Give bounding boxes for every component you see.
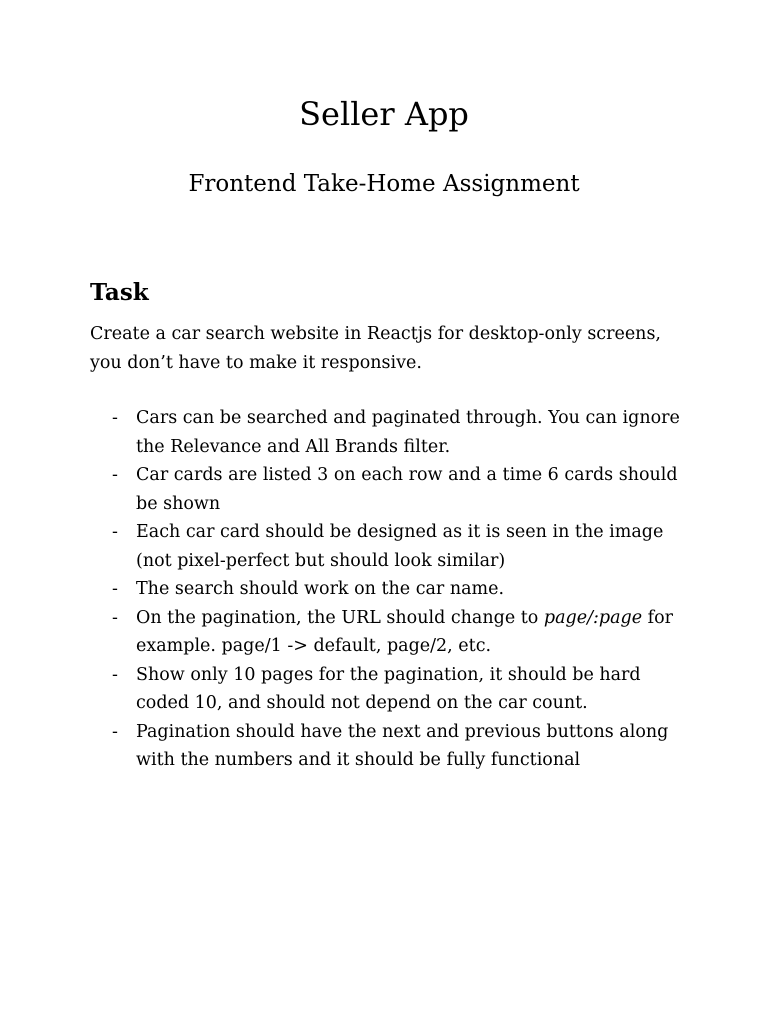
task-text: Pagination should have the next and previous buttons along with the numbers and it should be fully functional: [136, 721, 669, 770]
task-item: [90, 461, 690, 518]
task-item: [90, 518, 690, 575]
intro-paragraph: Create a car search website in Reactjs for desktop-only screens, you don’t have to make it responsive.: [90, 324, 661, 373]
bullet-dash: -: [112, 607, 118, 628]
bullet-dash: -: [112, 664, 118, 685]
task-text-part: On the pagination, the URL should change to: [136, 607, 544, 628]
task-text: The search should work on the car name.: [136, 579, 505, 599]
task-text: [136, 608, 673, 657]
task-item: [90, 575, 690, 604]
bullet-dash: -: [112, 522, 118, 542]
task-text: Show only 10 pages for the pagination, it should be hard coded 10, and should not depend on the car count.: [136, 664, 641, 713]
url-pattern-italic: page/:page: [543, 607, 643, 628]
task-text: Each car card should be designed as it is seen in the image (not pixel-perfect but should look similar): [136, 522, 664, 571]
bullet-dash: -: [112, 721, 118, 742]
bullet-dash: -: [112, 408, 118, 428]
task-text: Cars can be searched and paginated through. You can ignore the Relevance and All Brands filter.: [136, 408, 680, 457]
task-text-part: for example. page/1 -> default, page/2, etc.: [136, 607, 674, 656]
bullet-dash: -: [112, 579, 118, 599]
task-list: [90, 404, 690, 775]
task-item: [90, 718, 690, 775]
document-subtitle: Frontend Take-Home Assignment: [188, 171, 580, 197]
document-title: Seller App: [299, 95, 469, 133]
task-item: [90, 404, 690, 461]
section-heading-task: Task: [90, 279, 149, 306]
task-item: [90, 604, 690, 661]
task-text: Car cards are listed 3 on each row and a time 6 cards should be shown: [136, 465, 678, 514]
task-item: [90, 661, 690, 718]
bullet-dash: -: [112, 465, 118, 485]
